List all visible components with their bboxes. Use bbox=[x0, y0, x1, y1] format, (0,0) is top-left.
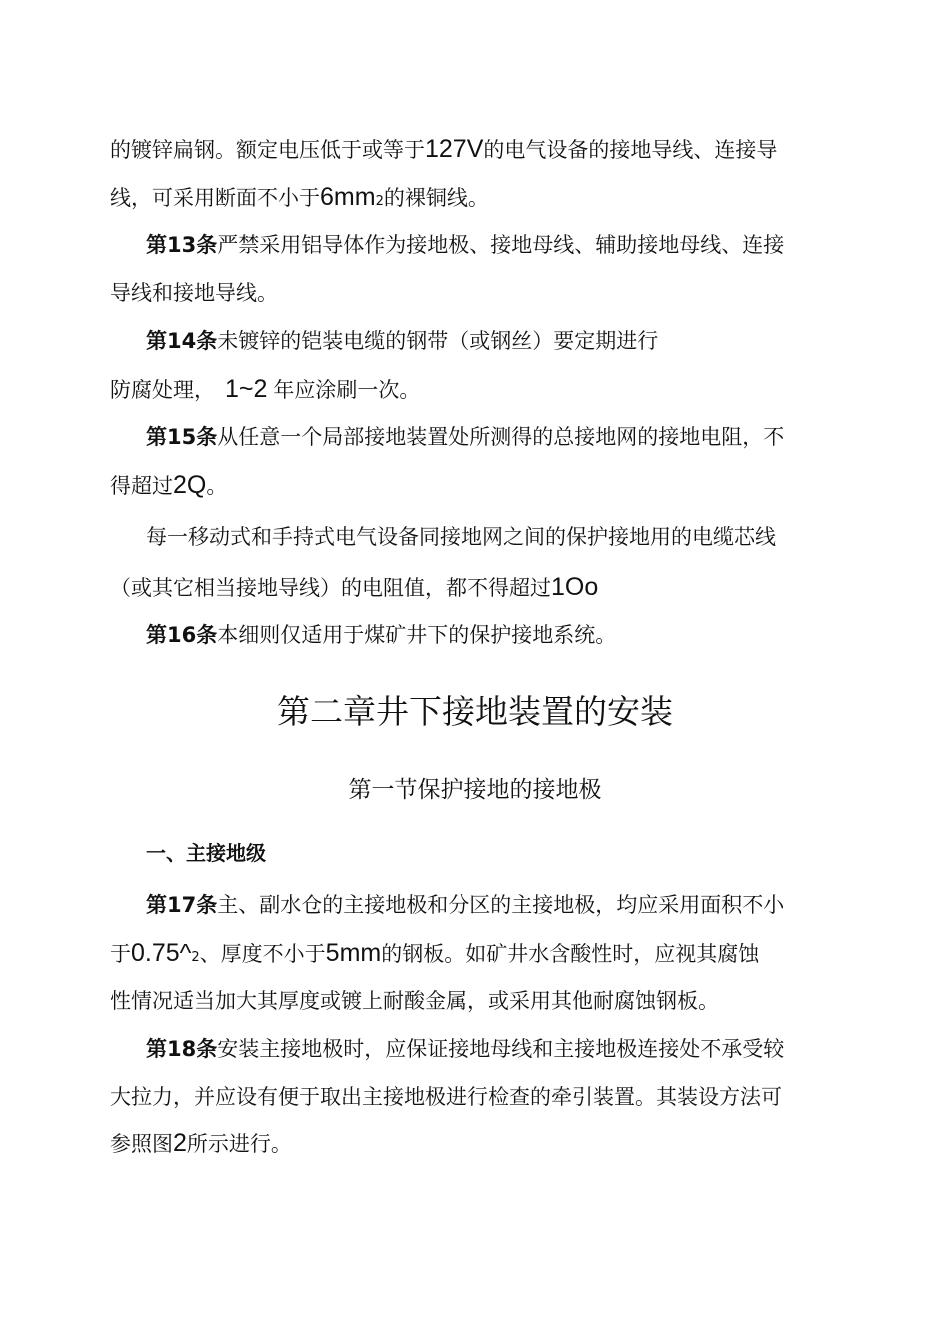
text-run: 。 bbox=[206, 474, 228, 498]
intro-line-2 bbox=[110, 182, 489, 217]
text-run: 性情况适当加大其厚度或镀上耐酸金属，或采用其他耐腐蚀钢板。 bbox=[110, 989, 719, 1013]
article-18-line-3 bbox=[110, 1128, 292, 1159]
article-label: 第14条 bbox=[146, 329, 218, 353]
text-run: 每一移动式和手持式电气设备同接地网之间的保护接地用的电缆芯线 bbox=[146, 525, 776, 549]
text-run: （或其它相当接地导线）的电阻值，都不得超过 bbox=[110, 576, 551, 600]
article-label: 第16条 bbox=[146, 623, 218, 647]
article-label: 第13条 bbox=[146, 233, 218, 257]
article-13-line-1 bbox=[146, 230, 784, 260]
cross-section-value: 6mm bbox=[320, 183, 376, 211]
article-18-line-2 bbox=[110, 1082, 782, 1112]
article-16-line-1 bbox=[146, 620, 616, 650]
article-14-line-1 bbox=[146, 326, 658, 356]
text-run: 得超过 bbox=[110, 474, 173, 498]
text-run: 本细则仅适用于煤矿井下的保护接地系统。 bbox=[217, 623, 617, 647]
subheading: 一、主接地级 bbox=[146, 841, 266, 865]
text-run: 年应涂刷一次。 bbox=[273, 378, 421, 402]
unit-superscript: 2 bbox=[191, 950, 200, 965]
text-run: 线，可采用断面不小于 bbox=[110, 186, 320, 210]
article-13-line-2 bbox=[110, 278, 278, 308]
text-run: 从任意一个局部接地装置处所测得的总接地网的接地电阻，不 bbox=[217, 425, 785, 449]
text-run: 未镀锌的铠装电缆的钢带（或钢丝）要定期进行 bbox=[217, 329, 659, 353]
article-18-line-1 bbox=[146, 1034, 784, 1064]
unit-superscript: 2 bbox=[375, 194, 384, 209]
mobile-para-line-1 bbox=[146, 522, 776, 552]
text-run: 的钢板。如矿井水含酸性时，应视其腐蚀 bbox=[381, 942, 760, 966]
area-value: 0.75^ bbox=[131, 939, 192, 967]
text-run: 安装主接地极时，应保证接地母线和主接地极连接处不承受较 bbox=[217, 1037, 785, 1061]
article-label: 第15条 bbox=[146, 425, 218, 449]
article-17-line-3 bbox=[110, 986, 719, 1016]
article-17-line-2 bbox=[110, 938, 759, 973]
text-run: 大拉力，并应设有便于取出主接地极进行检查的牵引装置。其装设方法可 bbox=[110, 1085, 782, 1109]
article-label: 第18条 bbox=[146, 1037, 218, 1061]
article-14-line-2 bbox=[110, 374, 420, 405]
resistance-value: 1Oo bbox=[551, 573, 599, 601]
resistance-value: 2Q bbox=[173, 471, 207, 499]
text-run: 的镀锌扁钢。额定电压低于或等于 bbox=[110, 138, 425, 162]
section-title: 第一节保护接地的接地极 bbox=[348, 777, 602, 803]
text-run: 主、副水仓的主接地极和分区的主接地极，均应采用面积不小 bbox=[217, 893, 785, 917]
text-run: 于 bbox=[110, 942, 131, 966]
text-run: 导线和接地导线。 bbox=[110, 281, 278, 305]
article-17-line-1 bbox=[146, 890, 784, 920]
article-label: 第17条 bbox=[146, 893, 218, 917]
voltage-value: 127V bbox=[425, 135, 484, 163]
text-run: 的电气设备的接地导线、连接导 bbox=[483, 138, 778, 162]
intro-line-1 bbox=[110, 134, 777, 165]
years-value: 1~2 bbox=[225, 375, 268, 403]
text-run: 所示进行。 bbox=[186, 1132, 292, 1156]
chapter-title: 第二章井下接地装置的安装 bbox=[277, 692, 673, 731]
text-run: 防腐处理， bbox=[110, 378, 215, 402]
article-15-line-2 bbox=[110, 470, 227, 501]
figure-number: 2 bbox=[173, 1129, 187, 1157]
text-run: 参照图 bbox=[110, 1132, 173, 1156]
text-run: 严禁采用铝导体作为接地极、接地母线、辅助接地母线、连接 bbox=[217, 233, 785, 257]
mobile-para-line-2 bbox=[110, 572, 598, 603]
article-15-line-1 bbox=[146, 422, 784, 452]
text-run: 、厚度不小于 bbox=[199, 942, 326, 966]
thickness-value: 5mm bbox=[325, 939, 382, 967]
text-run: 的裸铜线。 bbox=[383, 186, 489, 210]
